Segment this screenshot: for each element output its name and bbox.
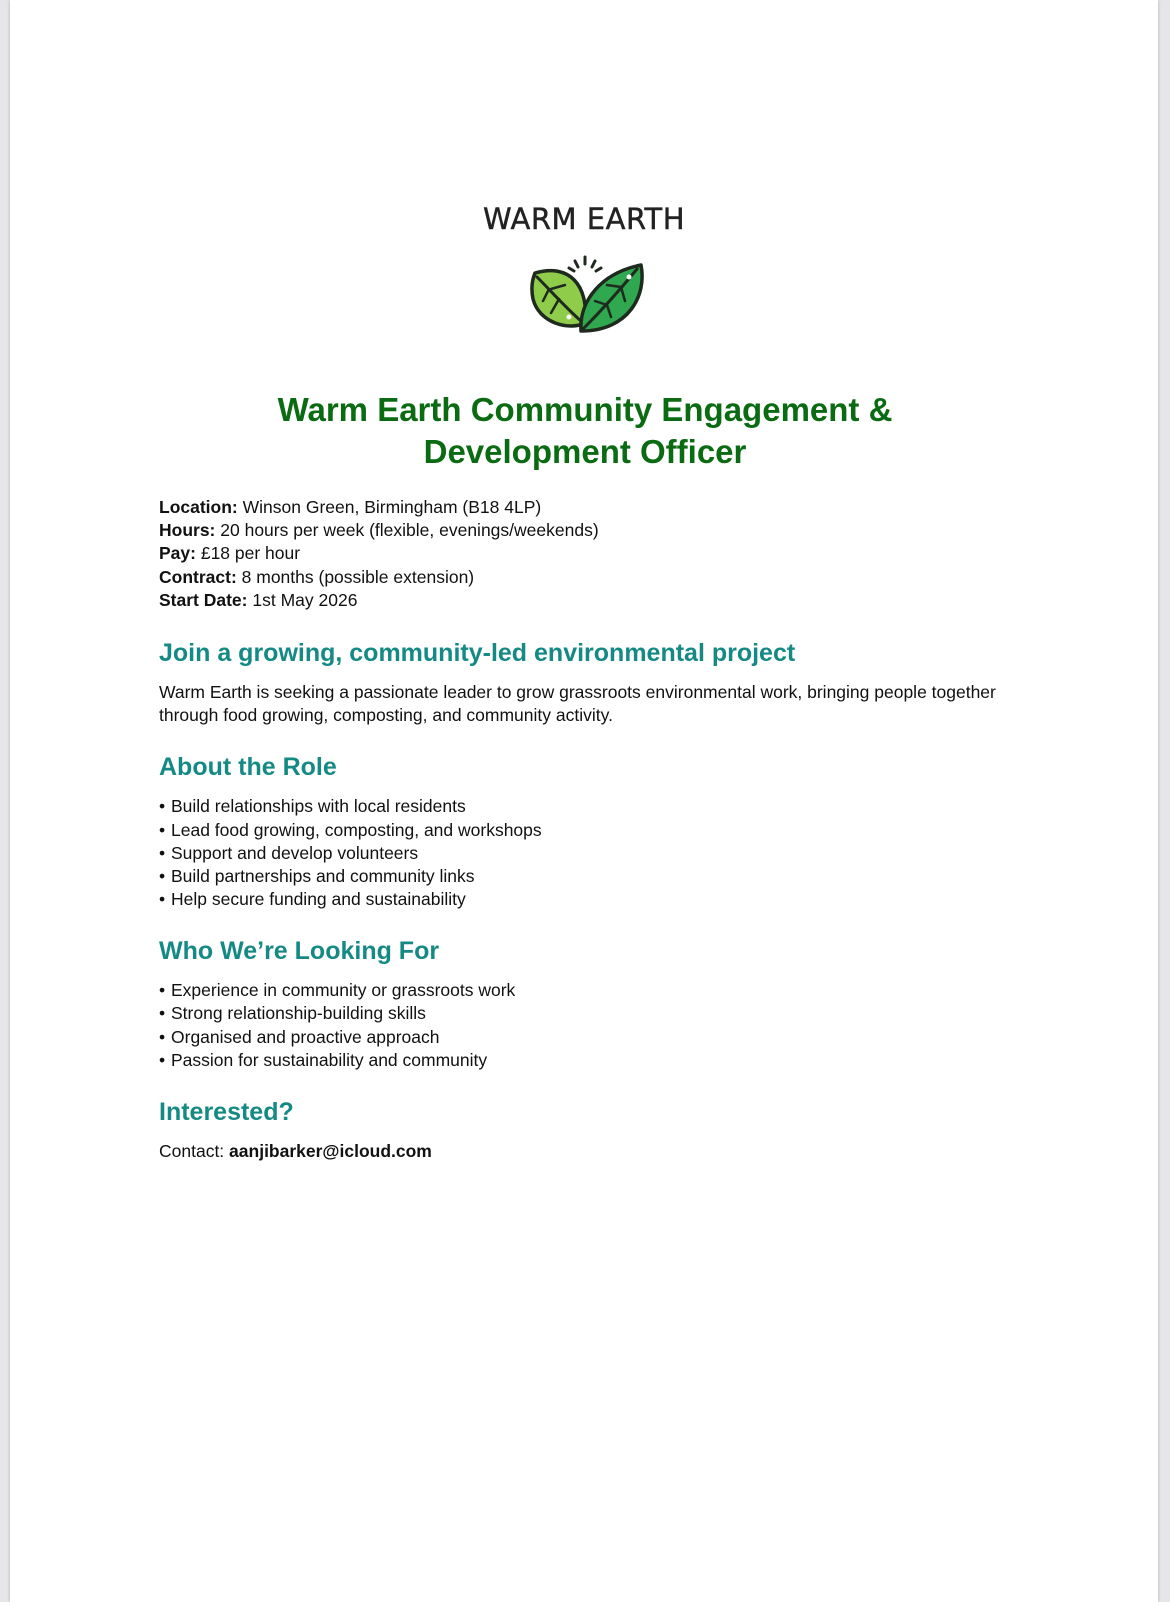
section-heading-who: Who We’re Looking For (159, 937, 440, 966)
intro-paragraph: Warm Earth is seeking a passionate leader to grow grassroots environmental work, bringing people together through food growing, composting, and community activity. (159, 681, 996, 726)
section-heading-interested: Interested? (159, 1098, 294, 1127)
contact-label: Contact: (159, 1141, 230, 1162)
list-item (159, 1002, 1059, 1025)
list-item-text: Build partnerships and community links (171, 865, 475, 886)
title-line-1: Warm Earth Community Engagement & (277, 391, 893, 428)
detail-label: Start Date: (159, 589, 248, 610)
contact-line (159, 1140, 1059, 1163)
list-item (159, 979, 1059, 1002)
list-item (159, 819, 1059, 842)
document-page (10, 0, 1158, 1602)
detail-value: £18 per hour (195, 543, 301, 564)
section-heading-join: Join a growing, community-led environmental project (159, 638, 796, 667)
page-title (0, 389, 1170, 473)
list-item (159, 842, 1059, 865)
who-list (159, 979, 1059, 1072)
list-item-text: Passion for sustainability and community (171, 1049, 488, 1070)
detail-value: 20 hours per week (flexible, evenings/weekends) (215, 520, 599, 541)
list-item-text: Build relationships with local residents (171, 796, 466, 817)
list-item (159, 1026, 1059, 1049)
list-item (159, 888, 1059, 911)
job-details (159, 496, 1059, 612)
bullet-icon: • (159, 1049, 166, 1070)
bullet-icon: • (159, 842, 166, 863)
detail-value: 1st May 2026 (247, 589, 358, 610)
detail-label: Location: (159, 497, 238, 517)
contact-email[interactable]: aanjibarker@icloud.com (229, 1141, 432, 1162)
detail-hours (159, 519, 1059, 542)
list-item (159, 795, 1059, 818)
title-line-2: Development Officer (423, 433, 747, 470)
detail-contract (159, 566, 1059, 589)
detail-value: Winson Green, Birmingham (B18 4LP) (237, 497, 542, 517)
bullet-icon: • (159, 1026, 166, 1047)
job-content (159, 496, 1059, 1163)
bullet-icon: • (159, 865, 166, 886)
list-item (159, 865, 1059, 888)
leaves-icon (529, 255, 647, 340)
detail-location (159, 496, 1059, 519)
detail-label: Contract: (159, 566, 237, 587)
bullet-icon: • (159, 889, 166, 910)
list-item-text: Support and develop volunteers (171, 842, 419, 863)
bullet-icon: • (159, 980, 166, 1001)
detail-value: 8 months (possible extension) (236, 566, 475, 587)
list-item-text: Strong relationship-building skills (171, 1003, 426, 1024)
bullet-icon: • (159, 819, 166, 840)
detail-start-date (159, 589, 1059, 612)
list-item-text: Lead food growing, composting, and workshops (171, 819, 542, 840)
bullet-icon: • (159, 1003, 166, 1024)
bullet-icon: • (159, 796, 166, 817)
detail-label: Pay: (159, 543, 196, 564)
logo-wordmark: WARM EARTH (482, 202, 686, 236)
detail-pay (159, 542, 1059, 565)
list-item-text: Organised and proactive approach (171, 1026, 440, 1047)
section-heading-about: About the Role (159, 753, 337, 782)
list-item (159, 1049, 1059, 1072)
list-item-text: Help secure funding and sustainability (171, 889, 466, 910)
detail-label: Hours: (159, 520, 216, 541)
list-item-text: Experience in community or grassroots work (171, 980, 516, 1001)
about-role-list (159, 795, 1059, 911)
